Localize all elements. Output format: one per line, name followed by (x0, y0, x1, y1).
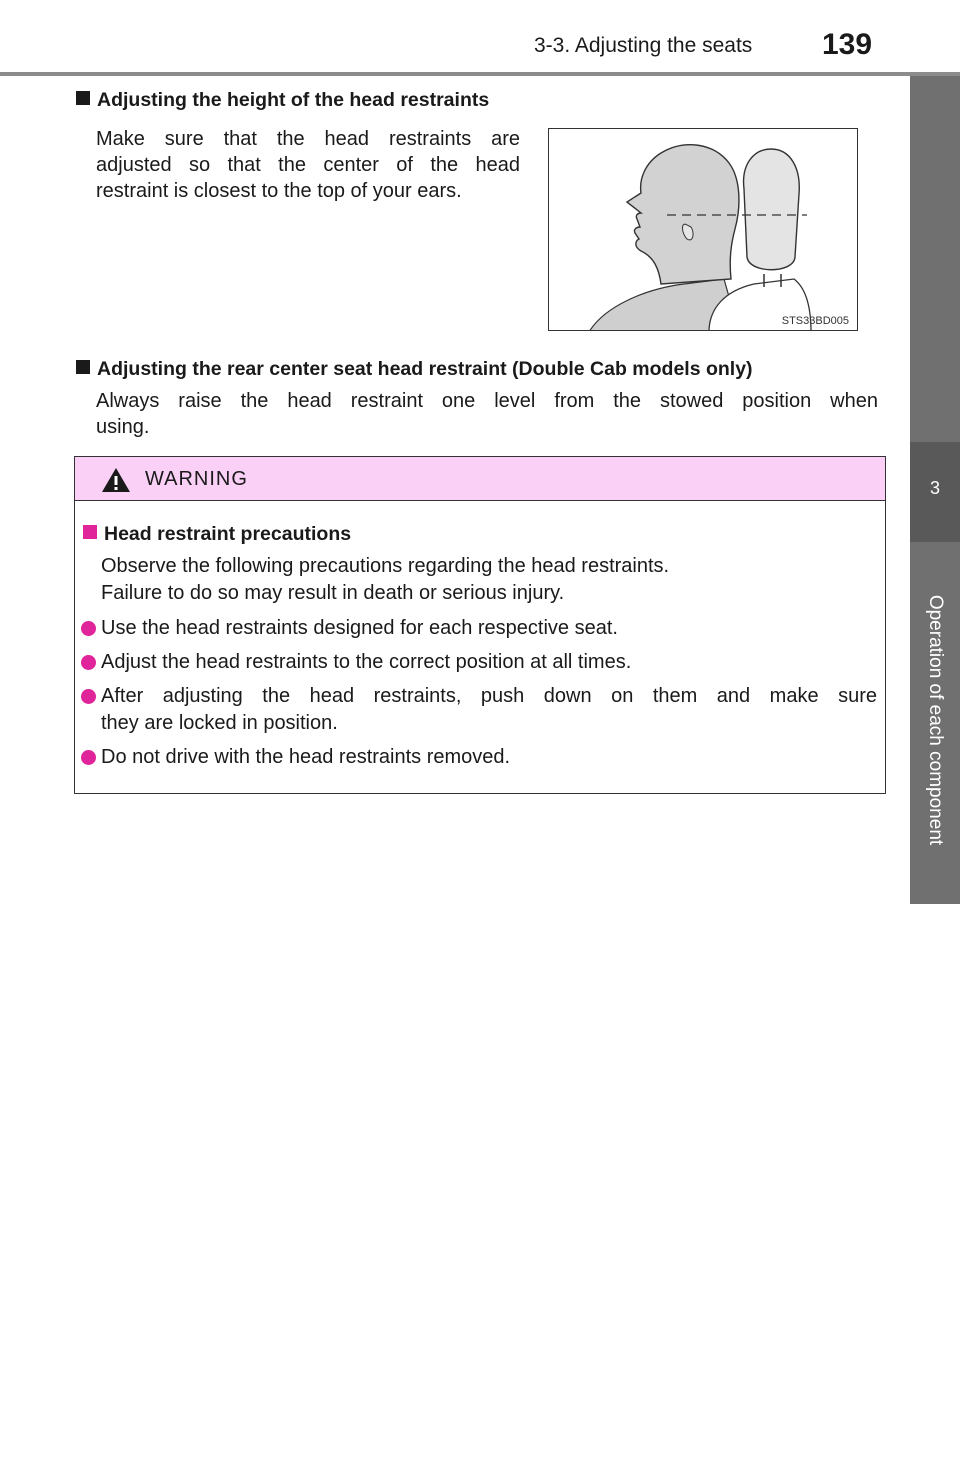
warning-triangle-icon (101, 467, 131, 493)
page-number: 139 (822, 28, 873, 61)
bullet-dot-icon (81, 655, 96, 670)
chapter-number: 3 (929, 478, 940, 498)
warning-bullet: Adjust the head restraints to the correct position at all times. (81, 649, 877, 676)
square-bullet-icon (76, 91, 90, 105)
height-instructions: Make sure that the head restraints are adjusted so that the center of the head restraint is closest to the top of your ears. (96, 128, 520, 202)
section-heading-rear-center: Adjusting the rear center seat head restraint (Double Cab models only) (76, 358, 753, 381)
bullet-dot-icon (81, 621, 96, 636)
rear-center-instructions: Always raise the head restraint one level from the stowed position when using. (96, 390, 878, 438)
warning-subheading: Head restraint precautions (83, 523, 351, 546)
warning-intro-line: Failure to do so may result in death or serious injury. (101, 582, 565, 604)
section-heading-height: Adjusting the height of the head restraints (76, 89, 489, 112)
warning-header (75, 457, 885, 501)
head-restraint-illustration (548, 128, 858, 331)
square-bullet-icon (76, 360, 90, 374)
header-divider (0, 72, 960, 76)
square-bullet-icon (83, 525, 97, 539)
warning-bullet: Use the head restraints designed for each respective seat. (81, 615, 877, 642)
head-profile-icon (549, 129, 858, 331)
warning-box (74, 456, 886, 794)
warning-intro-line: Observe the following precautions regarding the head restraints. (101, 555, 670, 577)
warning-bullet: Do not drive with the head restraints removed. (81, 744, 877, 771)
section-title: 3-3. Adjusting the seats (534, 34, 753, 57)
chapter-label: Operation of each component (925, 594, 946, 846)
warning-title: WARNING (145, 468, 248, 490)
warning-bullet: After adjusting the head restraints, push down on them and make sure they are locked in position. (81, 683, 877, 737)
bullet-dot-icon (81, 689, 96, 704)
figure-code: STS33BD005 (781, 315, 849, 327)
bullet-dot-icon (81, 750, 96, 765)
